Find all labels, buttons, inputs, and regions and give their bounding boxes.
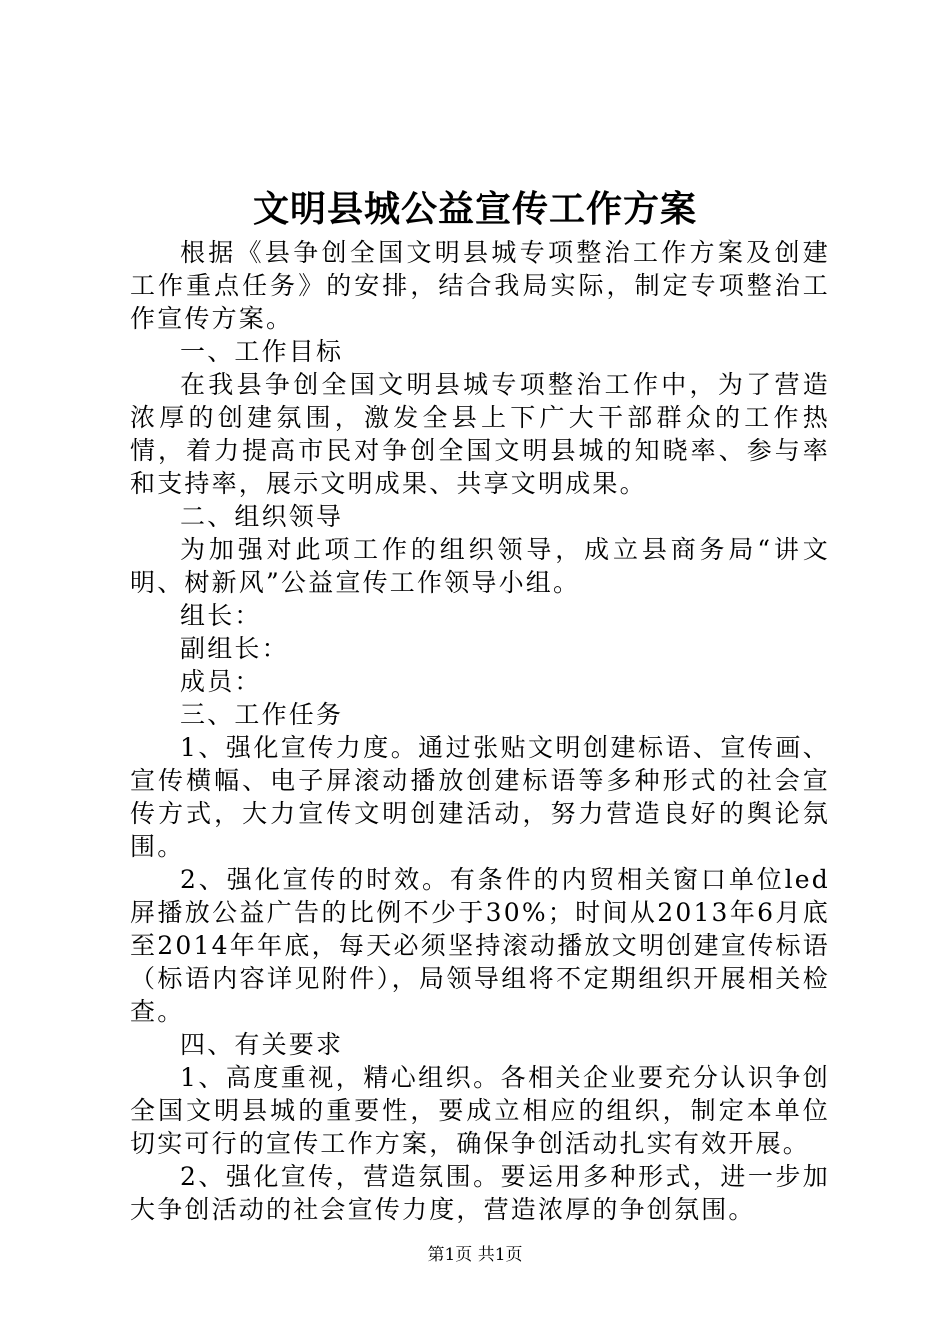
members-line: 成员： [180,667,262,696]
paragraph-leadership: 为加强对此项工作的组织领导，成立县商务局“讲文明、树新风”公益宣传工作领导小组。 [130,535,830,597]
section-heading-leadership: 二、组织领导 [180,502,344,531]
paragraph-task-1: 1、强化宣传力度。通过张贴文明创建标语、宣传画、宣传横幅、电子屏滚动播放创建标语等多种形式的社会宣传方式，大力宣传文明创建活动，努力营造良好的舆论氛围。 [130,733,830,861]
section-heading-tasks: 三、工作任务 [180,700,344,729]
paragraph-requirement-1: 1、高度重视，精心组织。各相关企业要充分认识争创全国文明县城的重要性，要成立相应的组织，制定本单位切实可行的宣传工作方案，确保争创活动扎实有效开展。 [130,1063,830,1158]
section-heading-requirements: 四、有关要求 [180,1030,344,1059]
paragraph-intro: 根据《县争创全国文明县城专项整治工作方案及创建工作重点任务》的安排，结合我局实际，制定专项整治工作宣传方案。 [130,238,830,333]
document-body [130,236,830,1226]
paragraph-task-2: 2、强化宣传的时效。有条件的内贸相关窗口单位led屏播放公益广告的比例不少于30%；时间从2013年6月底至2014年年底，每天必须坚持滚动播放文明创建宣传标语（标语内容详见附件），局领导组将不定期组织开展相关检查。 [130,865,830,1026]
paragraph-goals: 在我县争创全国文明县城专项整治工作中，为了营造浓厚的创建氛围，激发全县上下广大干部群众的工作热情，着力提高市民对争创全国文明县城的知晓率、参与率和支持率，展示文明成果、共享文明成果。 [130,370,830,498]
leader-line: 组长： [180,601,262,630]
page-footer: 第1页 共1页 [427,1245,523,1265]
deputy-leader-line: 副组长： [180,634,289,663]
paragraph-requirement-2: 2、强化宣传，营造氛围。要运用多种形式，进一步加大争创活动的社会宣传力度，营造浓厚的争创氛围。 [130,1162,830,1224]
section-heading-goals: 一、工作目标 [180,337,344,366]
document-title: 文明县城公益宣传工作方案 [252,188,697,230]
